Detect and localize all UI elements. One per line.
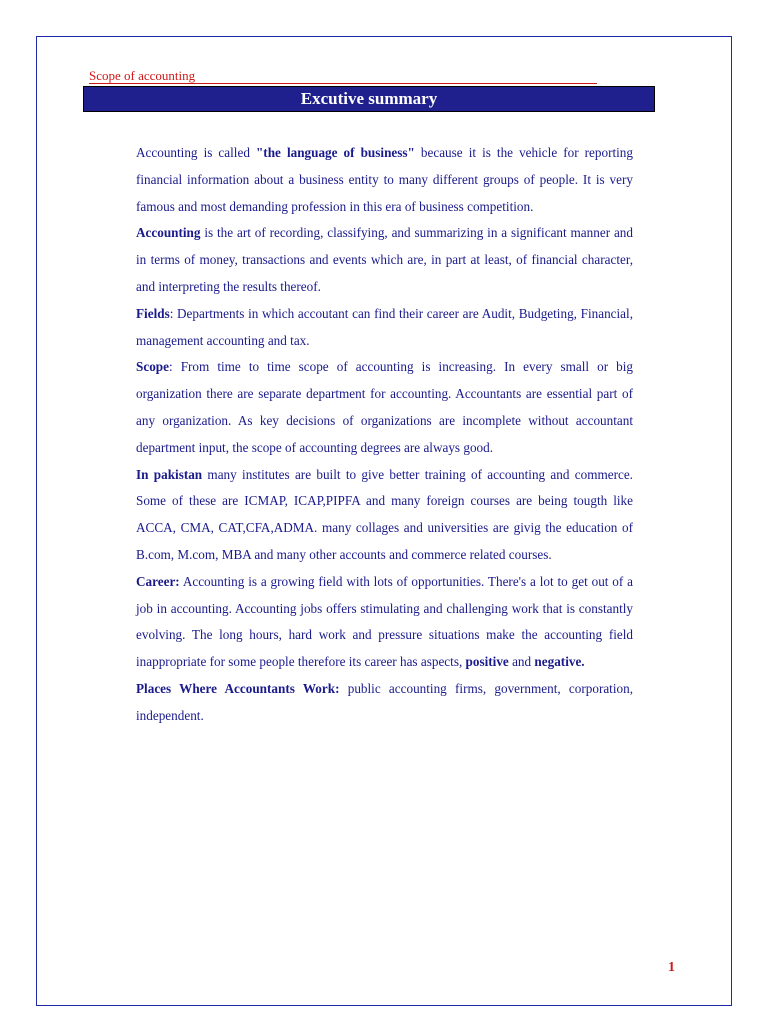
paragraph-text: public accounting firms, government, corporation, independent. xyxy=(136,680,633,723)
paragraph-scope xyxy=(136,354,633,461)
paragraph-in-pakistan xyxy=(136,462,633,569)
bold-term: Fields xyxy=(136,305,170,321)
paragraph-text: and xyxy=(508,654,535,670)
paragraph-text: because it is the vehicle for reporting financial information about a business entity to many different groups of people. It is very famous and most demanding profession in this era of business competition. xyxy=(136,145,633,214)
paragraph-fields xyxy=(136,301,633,355)
body-text xyxy=(136,140,633,730)
bold-term: positive xyxy=(465,654,509,670)
bold-term: In pakistan xyxy=(136,466,203,482)
paragraph-text: many institutes are built to give better training of accounting and commerce. Some of these are ICMAP, ICAP,PIPFA and many foreign courses are being tougth like ACCA, CMA, CAT,CFA,ADMA. many collages and universities are givig the education of B.com, M.com, MBA and many other accounts and commerce related courses. xyxy=(136,466,633,562)
paragraph-accounting-definition xyxy=(136,220,633,300)
paragraph-text: : From time to time scope of accounting is increasing. In every small or big organization there are separate department for accounting. Accountants are essential part of any organization. As key decisions of organizations are incomplete without accountant department input, the scope of accounting degrees are always good. xyxy=(136,359,633,455)
paragraph-language-of-business xyxy=(136,140,633,220)
bold-term: Places Where Accountants Work: xyxy=(136,680,340,696)
bold-term: Accounting xyxy=(136,225,201,241)
paragraph-text: Accounting is called xyxy=(136,145,256,160)
section-title: Excutive summary xyxy=(83,86,655,112)
paragraph-text: Accounting is a growing field with lots of opportunities. There's a lot to get out of a job in accounting. Accounting jobs offers stimulating and challenging work that is constantly evolving. The long hours, hard work and pressure situations make the accounting field inappropriate for some people therefore its career has aspects, xyxy=(136,573,633,670)
bold-term: Career: xyxy=(136,573,180,589)
page-number: 1 xyxy=(668,960,675,975)
bold-term: Scope xyxy=(136,359,169,375)
paragraph-text: : Departments in which accoutant can find their career are Audit, Budgeting, Financial, management accounting and tax. xyxy=(136,305,633,348)
bold-phrase: "the language of business" xyxy=(255,145,415,160)
running-header: Scope of accounting xyxy=(89,68,597,84)
bold-term: negative. xyxy=(534,654,585,670)
paragraph-career xyxy=(136,569,633,676)
paragraph-places-where-accountants-work xyxy=(136,676,633,730)
paragraph-text: is the art of recording, classifying, and summarizing in a significant manner and in terms of money, transactions and events which are, in part at least, of financial character, and interpreting the results thereof. xyxy=(136,225,633,294)
